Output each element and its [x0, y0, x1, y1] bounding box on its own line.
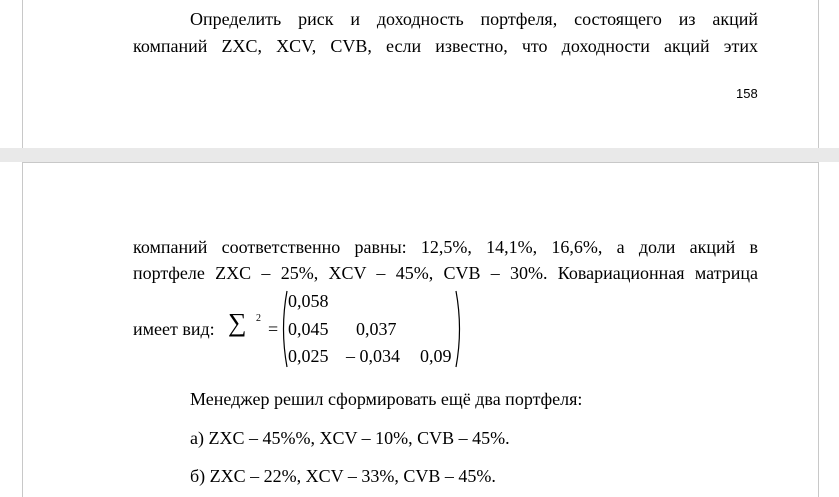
paragraph-line-2: компаний ZXC, XCV, CVB, если известно, что доходности акций этих: [133, 36, 758, 56]
paragraph-line-5: Менеджер решил сформировать ещё два портфеля:: [190, 389, 583, 409]
matrix-cell-3-2: – 0,034: [346, 346, 400, 366]
equals-sign: =: [268, 319, 279, 339]
matrix-cell-3-3: 0,09: [420, 346, 452, 366]
document-page-158: [22, 0, 819, 149]
matrix-cell-2-2: 0,037: [356, 319, 397, 339]
covariance-matrix: [278, 289, 468, 369]
paragraph-line-3: компаний соответственно равны: 12,5%, 14,1%, 16,6%, а доли акций в: [133, 237, 758, 257]
option-b: б) ZXC – 22%, XCV – 33%, CVB – 45%.: [190, 466, 496, 486]
sigma-symbol: ∑: [228, 308, 247, 337]
matrix-cell-3-1: 0,025: [288, 346, 329, 366]
matrix-intro-text: имеет вид:: [133, 319, 215, 339]
paragraph-line-1: Определить риск и доходность портфеля, состоящего из акций: [190, 9, 758, 29]
matrix-cell-1-1: 0,058: [288, 291, 329, 311]
paragraph-line-4: портфеле ZXC – 25%, XCV – 45%, CVB – 30%. Ковариационная матрица: [133, 263, 758, 283]
option-a: а) ZXC – 45%%, XCV – 10%, CVB – 45%.: [190, 428, 510, 448]
page-number: 158: [736, 86, 758, 101]
matrix-cell-2-1: 0,045: [288, 319, 329, 339]
document-page-159: [22, 162, 819, 497]
superscript-2: 2: [256, 313, 261, 324]
page-separator: [0, 148, 839, 162]
